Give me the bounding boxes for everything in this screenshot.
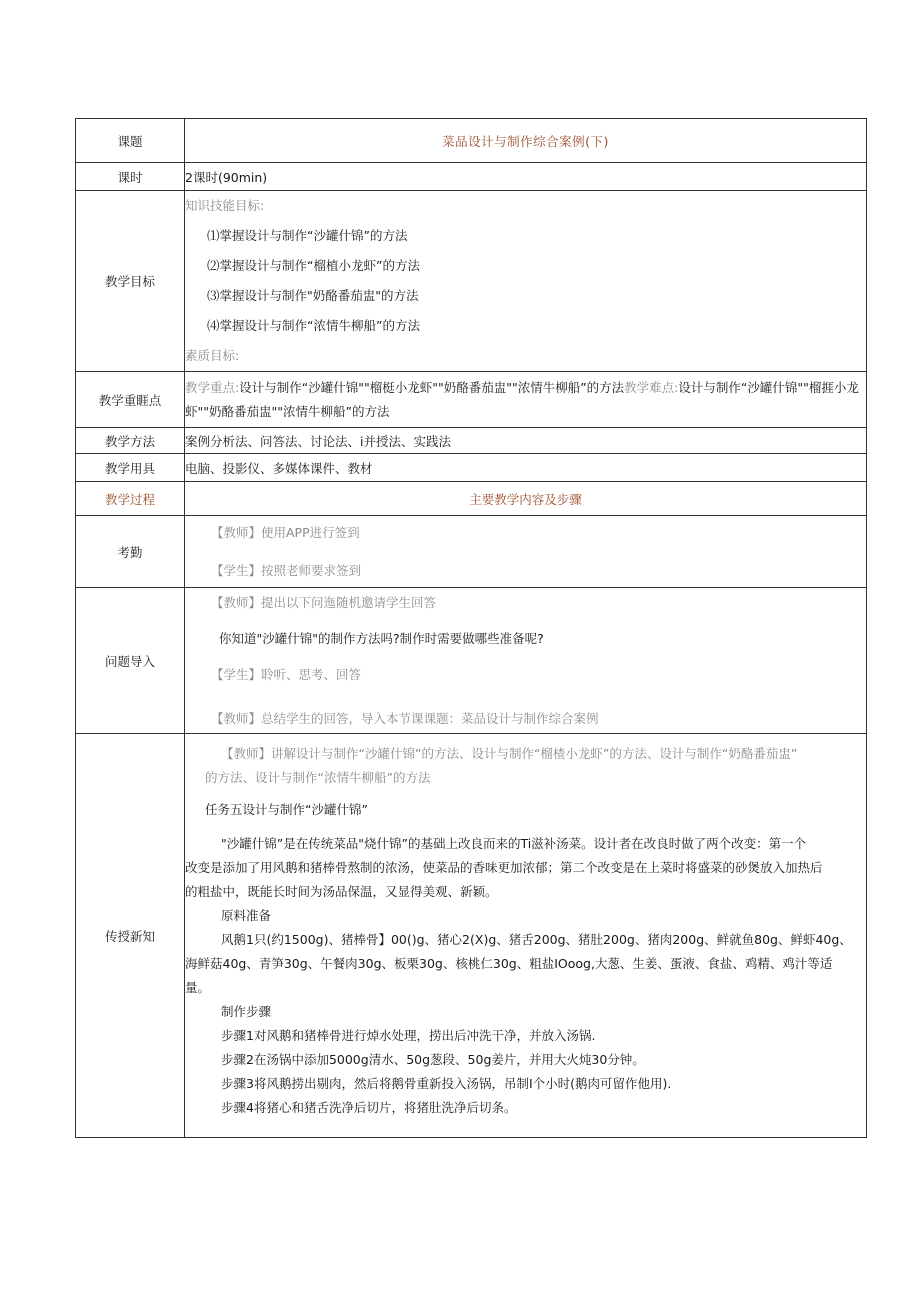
task-title: 任务五设计与制作“沙罐什锦”: [205, 802, 368, 817]
row-process-header: [76, 482, 867, 516]
step-item: 步骤3将风鹅捞出剔肉，然后将鹅骨重新投入汤锅，吊制I个小时(鹅肉可留作他用).: [221, 1076, 672, 1091]
row-topic: [76, 119, 867, 163]
goal-item: ⑵掌握设计与制作“榴植小龙虾”的方法: [207, 258, 420, 273]
description-line: "沙罐什锦”是在传统菜品"烧什锦”的基础上改良而来的Ti滋补汤菜。设计者在改良时做了两个改变：第一个: [221, 836, 807, 851]
row-attendance: [76, 516, 867, 588]
teach-content: [185, 734, 867, 1138]
intro-question: 你知道"沙罐什锦"的制作方法吗?制作时需要做哪些准备呢?: [219, 631, 544, 646]
teach-teacher-line: 的方法、设计与制作“浓情牛柳船”的方法: [205, 770, 431, 785]
goal-item: ⑷掌握设计与制作“浓情牛柳船”的方法: [207, 318, 420, 333]
row-methods: [76, 428, 867, 454]
goals-label: 教学目标: [76, 191, 185, 372]
knowledge-goal-title: 知识技能目标:: [185, 198, 265, 213]
description-line: 改变是添加了用风鹅和猪棒骨熬制的浓汤，使菜品的香味更加浓郁；第二个改变是在上菜时将盛菜的砂煲放入加热后: [185, 860, 823, 875]
tools-value: 电脑、投影仪、多媒体课件、教材: [185, 454, 867, 482]
methods-value: 案例分析法、问答法、讨论法、i并授法、实践法: [185, 428, 867, 454]
hours-value: 2课时(90min): [185, 163, 867, 191]
goal-item: ⑶掌握设计与制作"奶酪番茄盅"的方法: [207, 288, 419, 303]
intro-student: 【学生】聆听、思考、回答: [211, 667, 362, 682]
difficulty-prefix: 教学难点:: [624, 379, 679, 395]
attendance-teacher: 【教师】使用APP进行签到: [211, 524, 360, 540]
row-hours: [76, 163, 867, 191]
step-item: 步骤4将猪心和猪舌洗净后切片，将猪肚洗净后切条。: [221, 1100, 517, 1115]
step-item: 步骤2在汤锅中添加5000g清水、50g葱段、50g姜片，并用大火炖30分钟。: [221, 1052, 645, 1067]
intro-teacher-1: 【教师】提出以下问迤随机邀请学生回答: [211, 595, 437, 610]
keypoints-content: [185, 372, 867, 428]
hours-label: 课时: [76, 163, 185, 191]
row-tools: [76, 454, 867, 482]
attendance-student: 【学生】按照老师要求签到: [211, 562, 362, 578]
attendance-content: [185, 516, 867, 588]
ingredients-title: 原料准备: [221, 908, 272, 923]
steps-title: 制作步骤: [221, 1004, 272, 1019]
topic-title: 菜品设计与制作综合案例(下): [185, 119, 867, 163]
attendance-label: 考勤: [76, 516, 185, 588]
ingredients-line: 风鹅1只(约1500g)、猪棒骨】00()g、猪心2(X)g、猪舌200g、猪肚200g、猪肉200g、鲜就鱼80g、鲜虾40g、: [221, 932, 852, 947]
teach-teacher-line: 【教师】讲解设计与制作“沙罐什锦”的方法、设计与制作“榴楂小龙虾”的方法、设计与制作“奶酪番茄盅”: [221, 746, 798, 761]
intro-content: [185, 588, 867, 734]
tools-label: 教学用具: [76, 454, 185, 482]
intro-teacher-2: 【教师】总结学生的回答，导入本节课课题：菜品设计与制作综合案例: [211, 711, 599, 726]
row-keypoints: [76, 372, 867, 428]
process-header-left: 教学过程: [76, 482, 185, 516]
key-text: 设计与制作“沙罐什锦""榴梃小龙虾""奶酪番茄盅""浓情牛柳船”的方法: [239, 379, 625, 395]
intro-label: 问题导入: [76, 588, 185, 734]
quality-goal-title: 素质目标:: [185, 348, 240, 363]
keypoints-label: 教学重睚点: [76, 372, 185, 428]
row-teach: [76, 734, 867, 1138]
lesson-plan-table: [75, 118, 867, 1138]
teach-label: 传授新知: [76, 734, 185, 1138]
ingredients-line: 海鲜菇40g、青笋30g、午餐肉30g、板栗30g、核桃仁30g、粗盐IOoog,大葱、生姜、蛋液、食盐、鸡精、鸡汁等适: [185, 956, 833, 971]
methods-label: 教学方法: [76, 428, 185, 454]
step-item: 步骤1对风鹅和猪棒骨进行焯水处理，捞出后冲洗干净，并放入汤锅.: [221, 1028, 596, 1043]
difficulty-text: 设计与制作“沙罐什锦""榴捱小龙虾""奶酪番茄盅""浓情牛柳船”的方法: [185, 379, 859, 419]
topic-label: 课题: [76, 119, 185, 163]
goal-item: ⑴掌握设计与制作“沙罐什锦”的方法: [207, 228, 408, 243]
process-header-right: 主要教学内容及步骤: [185, 482, 867, 516]
ingredients-line: 量。: [185, 980, 211, 995]
row-intro: [76, 588, 867, 734]
row-goals: [76, 191, 867, 372]
description-line: 的粗盐中，既能长时间为汤品保温，又显得美观、新颖。: [185, 884, 498, 899]
goals-content: [185, 191, 867, 372]
key-prefix: 教学重点:: [185, 379, 240, 395]
